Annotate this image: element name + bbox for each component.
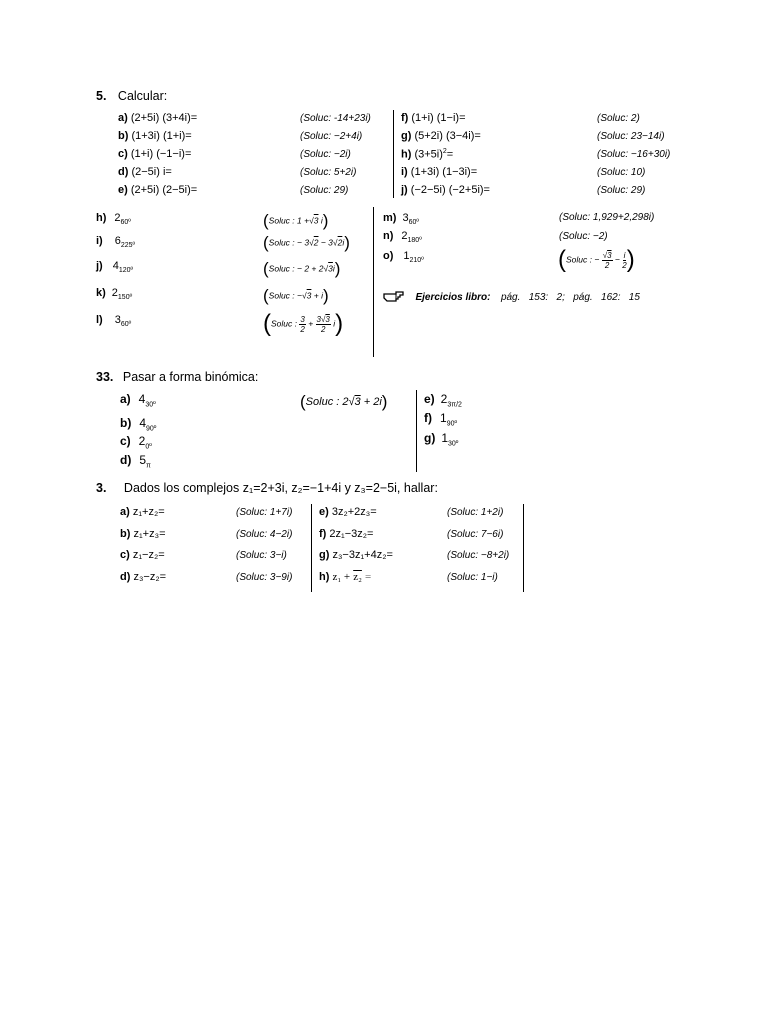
item-letter: f) (401, 112, 409, 124)
exercise-polar-k (96, 287, 132, 301)
argument: 60º (408, 219, 419, 227)
solution-text: + i (313, 290, 323, 301)
exercise-3d (120, 571, 166, 583)
numerator: i (623, 250, 626, 260)
item-expression: 3z₂+2z₃= (331, 506, 377, 518)
exercise-5j (401, 184, 490, 196)
section-33-header (96, 370, 258, 384)
item-expression: (2−5i) i= (131, 166, 172, 178)
item-letter: a) (118, 112, 128, 124)
fraction (299, 315, 305, 334)
item-expression: (2+5i) (2−5i)= (130, 184, 198, 196)
item-letter: b) (118, 130, 129, 142)
section-number: 33. (96, 370, 114, 384)
modulus: 4 (138, 392, 146, 406)
item-letter: c) (118, 148, 128, 160)
solution-5d: (Soluc: 5+2i) (300, 167, 357, 178)
item-letter: b) (120, 528, 131, 540)
exercise-polar-m (383, 212, 419, 226)
argument: 180º (407, 237, 422, 245)
exercise-5a (118, 112, 197, 124)
item-expression: z₁ + (332, 571, 351, 583)
item-expression: (1+i) (−1−i)= (130, 148, 192, 160)
item-letter: j) (96, 260, 103, 272)
solution-polar-m: (Soluc: 1,929+2,298i) (559, 212, 655, 223)
column-divider (416, 390, 417, 472)
solution-5j: (Soluc: 29) (597, 185, 646, 196)
solution-text: Soluc : 2 (305, 395, 349, 408)
equals-sign: = (364, 571, 372, 583)
item-expression: (−2−5i) (−2+5i)= (410, 184, 490, 196)
exercise-5d (118, 166, 172, 178)
denominator: 2 (300, 324, 305, 334)
radicand: 2 (313, 237, 319, 248)
item-letter: g) (401, 130, 412, 142)
argument: π (146, 462, 151, 470)
item-expression: z₁−z₂= (132, 549, 165, 561)
book-reference (383, 287, 640, 305)
solution-5e: (Soluc: 29) (300, 185, 349, 196)
argument: 225º (120, 242, 136, 250)
conjugate-term: z₂ (353, 571, 362, 583)
item-letter: f) (424, 411, 432, 425)
item-letter: e) (319, 506, 329, 518)
exercise-33e (424, 392, 462, 408)
modulus: 2 (401, 230, 408, 242)
numerator: 3 (300, 314, 305, 324)
solution-text: − 3 (320, 237, 333, 248)
radicand: 3 (354, 395, 361, 408)
item-letter: h) (96, 212, 107, 224)
radicand: 3 (607, 250, 612, 260)
argument: 3π/2 (447, 401, 462, 409)
item-expression: z₃−3z₁+4z₂= (332, 549, 393, 561)
section-3-header (96, 481, 438, 495)
item-expression: (1+3i) (1+i)= (131, 130, 192, 142)
pointing-hand-icon (383, 289, 405, 302)
solution-polar-j: (Soluc : − 2 + 2√3i) (263, 259, 341, 278)
exercise-3h (319, 571, 371, 583)
argument: 0º (145, 443, 152, 451)
solution-33a: (Soluc : 2√3 + 2i) (300, 392, 388, 411)
exercise-5f (401, 112, 466, 124)
solution-3b: (Soluc: 4−2i) (236, 529, 293, 540)
solution-text: i (342, 237, 345, 248)
modulus: 4 (139, 416, 147, 430)
column-divider (311, 504, 312, 592)
modulus: 2 (114, 212, 121, 224)
radicand: 3 (328, 263, 333, 274)
radicand: 3 (306, 290, 312, 301)
section-5-header (96, 89, 167, 103)
solution-5g: (Soluc: 23−14i) (597, 131, 665, 142)
item-letter: d) (120, 571, 131, 583)
solution-polar-k: (Soluc : −√3 + i) (263, 286, 329, 305)
item-expression: (3+5i) (414, 148, 443, 161)
item-expression: 2z₁−3z₂= (329, 528, 374, 540)
exercise-33b (120, 416, 156, 432)
section-number: 3. (96, 481, 107, 495)
exercise-polar-j (96, 260, 133, 274)
solution-3d: (Soluc: 3−9i) (236, 572, 293, 583)
modulus: 6 (114, 235, 121, 247)
radicand: 3 (313, 215, 319, 226)
modulus: 2 (440, 392, 448, 406)
solution-polar-i: (Soluc : − 3√2 − 3√2i) (263, 233, 350, 252)
solution-text: − (614, 254, 620, 265)
denominator: 2 (320, 324, 326, 334)
item-letter: b) (120, 416, 132, 430)
radicand: 2 (337, 237, 343, 248)
denominator: 2 (622, 260, 627, 270)
item-letter: d) (120, 453, 132, 467)
item-letter: l) (96, 314, 103, 326)
solution-text: Soluc : − 3 (268, 237, 310, 248)
exercise-3c (120, 549, 165, 561)
modulus: 1 (403, 250, 410, 262)
item-expression: (5+2i) (3−4i)= (414, 130, 481, 142)
item-letter: g) (319, 549, 330, 561)
argument: 150º (117, 294, 133, 302)
book-label: Ejercicios libro: (415, 292, 491, 303)
exercise-polar-n (383, 230, 422, 244)
solution-polar-o: (Soluc : − $\frac{√3}{2}$ − $\frac{i}{2}$ ) (558, 246, 635, 273)
section-title: Dados los complejos z₁=2+3i, z₂=−1+4i y z₃=2−5i, hallar: (123, 481, 438, 495)
modulus: 2 (111, 287, 118, 299)
solution-text: Soluc : − (268, 290, 302, 301)
solution-3f: (Soluc: 7−6i) (447, 529, 504, 540)
exercise-33c (120, 434, 152, 450)
exercise-polar-o (383, 250, 424, 264)
solution-text: Soluc : − (566, 254, 600, 265)
exercise-5g (401, 130, 481, 142)
solution-3g: (Soluc: −8+2i) (447, 550, 510, 561)
item-letter: a) (120, 392, 131, 406)
solution-5a: (Soluc: -14+23i) (300, 113, 371, 124)
item-expression: (1+3i) (1−3i)= (410, 166, 478, 178)
exercise-33f (424, 411, 457, 427)
section-number: 5. (96, 89, 107, 103)
solution-5h: (Soluc: −16+30i) (597, 149, 671, 160)
solution-text: Soluc : − 2 + 2 (268, 263, 324, 274)
argument: 90º (446, 420, 458, 428)
item-letter: k) (96, 287, 106, 299)
denominator: 2 (604, 260, 610, 270)
exercise-polar-i (96, 235, 135, 249)
modulus: 1 (441, 431, 449, 445)
column-divider (523, 504, 524, 592)
exercise-5b (118, 130, 192, 142)
item-expression: z₁+z₃= (133, 528, 166, 540)
solution-polar-n: (Soluc: −2) (559, 231, 608, 242)
solution-text: i (320, 215, 323, 226)
modulus: 3 (114, 314, 121, 326)
section-title: Pasar a forma binómica: (122, 370, 259, 384)
exponent: 2 (442, 148, 447, 155)
solution-text: + (308, 318, 314, 329)
exercise-polar-h (96, 212, 131, 226)
item-letter: e) (424, 392, 435, 406)
exercise-3b (120, 528, 166, 540)
solution-polar-l: (Soluc : $\frac{3}{2}$ + $\frac{3√3}{2}$ i) (263, 310, 344, 337)
argument: 60º (120, 219, 131, 227)
item-letter: i) (401, 166, 408, 178)
solution-text: Soluc : (271, 318, 297, 329)
section-title: Calcular: (117, 89, 168, 103)
exercise-3e (319, 506, 377, 518)
item-letter: e) (118, 184, 128, 196)
exercise-polar-l (96, 314, 131, 328)
item-letter: a) (120, 506, 130, 518)
fraction: $\frac{√3}{2}$ (602, 250, 612, 270)
item-expression: z₁+z₂= (132, 506, 165, 518)
item-letter: f) (319, 528, 327, 540)
solution-3e: (Soluc: 1+2i) (447, 507, 504, 518)
equals-sign: = (446, 148, 454, 161)
book-pages: pág. 153: 2; pág. 162: 15 (500, 292, 640, 303)
solution-5c: (Soluc: −2i) (300, 149, 351, 160)
exercise-5c (118, 148, 191, 160)
solution-3h: (Soluc: 1−i) (447, 572, 498, 583)
item-letter: c) (120, 549, 130, 561)
exercise-33g (424, 431, 458, 447)
item-letter: j) (401, 184, 408, 196)
item-letter: n) (383, 230, 394, 242)
exercise-3f (319, 528, 373, 540)
argument: 90º (146, 425, 157, 433)
argument: 120º (118, 267, 134, 275)
item-letter: o) (383, 250, 394, 262)
modulus: 3 (402, 212, 409, 224)
exercise-33a (120, 392, 156, 408)
fraction: $\frac{3√3}{2}$ (316, 314, 330, 334)
exercise-5e (118, 184, 197, 196)
solution-text: Soluc : 1 + (268, 215, 310, 226)
solution-3c: (Soluc: 3−i) (236, 550, 287, 561)
exercise-3a (120, 506, 165, 518)
item-letter: m) (383, 212, 397, 224)
solution-text: + 2i (363, 395, 382, 408)
modulus: 2 (138, 434, 146, 448)
argument: 60º (120, 321, 132, 329)
exercise-33d (120, 453, 151, 469)
solution-polar-h: (Soluc : 1 +√3 i) (263, 211, 329, 230)
modulus: 5 (139, 453, 147, 467)
solution-5i: (Soluc: 10) (597, 167, 646, 178)
column-divider (393, 110, 394, 198)
item-letter: c) (120, 434, 131, 448)
argument: 210º (409, 257, 424, 265)
argument: 30º (448, 440, 459, 448)
item-letter: i) (96, 235, 103, 247)
solution-text: i (333, 318, 336, 329)
modulus: 1 (440, 411, 447, 425)
item-letter: h) (319, 571, 330, 583)
argument: 30º (145, 401, 156, 409)
column-divider (373, 207, 374, 357)
item-expression: z₃−z₂= (133, 571, 167, 583)
exercise-5h (401, 148, 453, 161)
solution-5f: (Soluc: 2) (597, 113, 640, 124)
item-expression: (2+5i) (3+4i)= (130, 112, 198, 124)
item-letter: h) (401, 148, 412, 161)
solution-text: i (332, 263, 335, 274)
solution-3a: (Soluc: 1+7i) (236, 507, 293, 518)
exercise-3g (319, 549, 393, 561)
solution-5b: (Soluc: −2+4i) (300, 131, 363, 142)
item-letter: g) (424, 431, 436, 445)
radicand: 3 (325, 314, 330, 324)
item-letter: d) (118, 166, 129, 178)
numerator: 3 (316, 314, 321, 324)
modulus: 4 (112, 260, 119, 272)
exercise-5i (401, 166, 477, 178)
item-expression: (1+i) (1−i)= (411, 112, 466, 124)
